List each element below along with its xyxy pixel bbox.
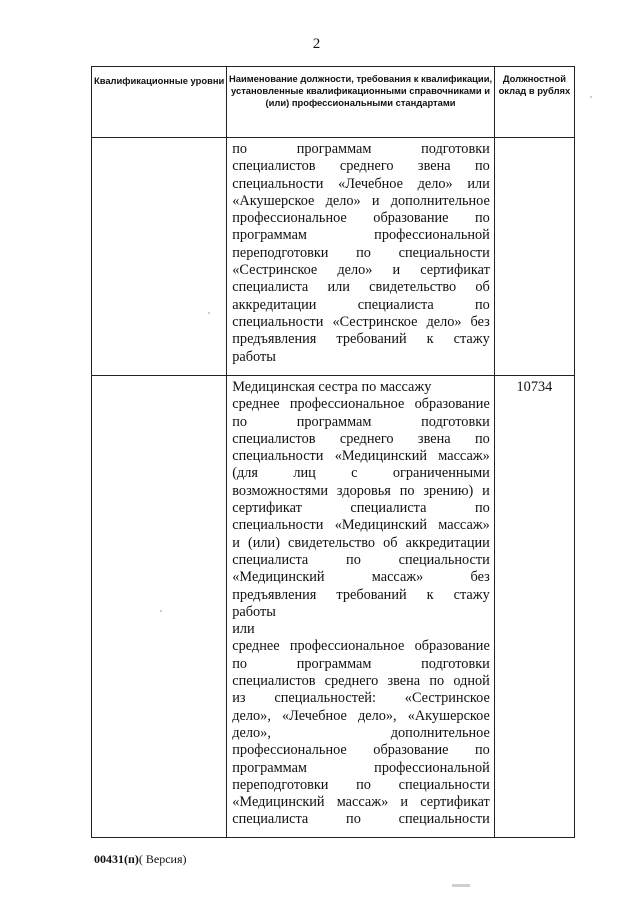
description-cell xyxy=(227,138,495,376)
page-number: 2 xyxy=(312,36,321,52)
header-salary: Должностной оклад в рублях xyxy=(494,67,574,138)
description-line: работы xyxy=(232,603,276,620)
header-description: Наименование должности, требования к квалификации, установленные квалификационными справочниками и (или) профессиональными стандартами xyxy=(227,67,495,138)
description-line: дело», дополнительное xyxy=(232,724,490,741)
salary-table xyxy=(91,66,575,838)
description-line: профессиональное образование по xyxy=(232,210,490,227)
description-line: или xyxy=(232,621,255,638)
description-line: возможностями здоровья по зрению) и xyxy=(232,482,490,499)
description-line: специалиста по специальности xyxy=(232,811,490,828)
description-line: специальности «Сестринское дело» без xyxy=(232,313,490,330)
description-line: специалистов среднего звена по xyxy=(232,158,490,175)
document-code-version: ( Версия) xyxy=(138,852,187,866)
description-line: предъявления требований к стажу xyxy=(232,331,490,348)
description-line: по программам подготовки xyxy=(232,141,490,157)
description-line: по программам подготовки xyxy=(232,413,490,430)
description-line: «Сестринское дело» и сертификат xyxy=(232,262,490,279)
description-line: переподготовки по специальности xyxy=(232,244,490,261)
description-line: специальности «Медицинский массаж» xyxy=(232,448,490,465)
scan-dot xyxy=(160,610,162,612)
description-line: по программам подготовки xyxy=(232,655,490,672)
description-line: «Медицинский массаж» без xyxy=(232,569,490,586)
description-line: профессиональное образование по xyxy=(232,742,490,759)
table-row xyxy=(92,376,575,838)
description-line: «Медицинский массаж» и сертификат xyxy=(232,794,490,811)
description-line: аккредитации специалиста по xyxy=(232,296,490,313)
description-line: «Акушерское дело» и дополнительное xyxy=(232,192,490,209)
level-cell xyxy=(92,376,227,838)
description-line: сертификат специалиста по xyxy=(232,500,490,517)
description-cell xyxy=(227,376,495,838)
salary-cell: 10734 xyxy=(494,376,574,838)
table-row xyxy=(92,138,575,376)
scan-dot xyxy=(208,312,210,314)
description-line: из специальностей: «Сестринское xyxy=(232,690,490,707)
description-line: и (или) свидетельство об аккредитации xyxy=(232,534,490,551)
description-line: среднее профессиональное образование xyxy=(232,396,490,413)
header-level: Квалификационные уровни xyxy=(92,67,227,138)
description-line: (для лиц с ограниченными xyxy=(232,465,490,482)
description-line: специалистов среднего звена по одной xyxy=(232,673,490,690)
document-code-number: 00431(п) xyxy=(94,852,139,866)
level-cell xyxy=(92,138,227,376)
scan-artifact xyxy=(452,884,470,887)
document-code xyxy=(94,852,187,867)
description-line: программам профессиональной xyxy=(232,227,490,244)
description-line: среднее профессиональное образование xyxy=(232,638,490,655)
description-line: специалиста по специальности xyxy=(232,551,490,568)
scan-dot xyxy=(590,96,592,98)
description-line: работы xyxy=(232,348,276,365)
description-line: программам профессиональной xyxy=(232,759,490,776)
position-title: Медицинская сестра по массажу xyxy=(232,379,432,395)
table-header-row xyxy=(92,67,575,138)
description-line: специальности «Медицинский массаж» xyxy=(232,517,490,534)
description-line: специалистов среднего звена по xyxy=(232,430,490,447)
description-line: специалиста или свидетельство об xyxy=(232,279,490,296)
description-line: дело», «Лечебное дело», «Акушерское xyxy=(232,707,490,724)
description-line: специальности «Лечебное дело» или xyxy=(232,175,490,192)
salary-cell xyxy=(494,138,574,376)
description-line: переподготовки по специальности xyxy=(232,776,490,793)
description-line: предъявления требований к стажу xyxy=(232,586,490,603)
